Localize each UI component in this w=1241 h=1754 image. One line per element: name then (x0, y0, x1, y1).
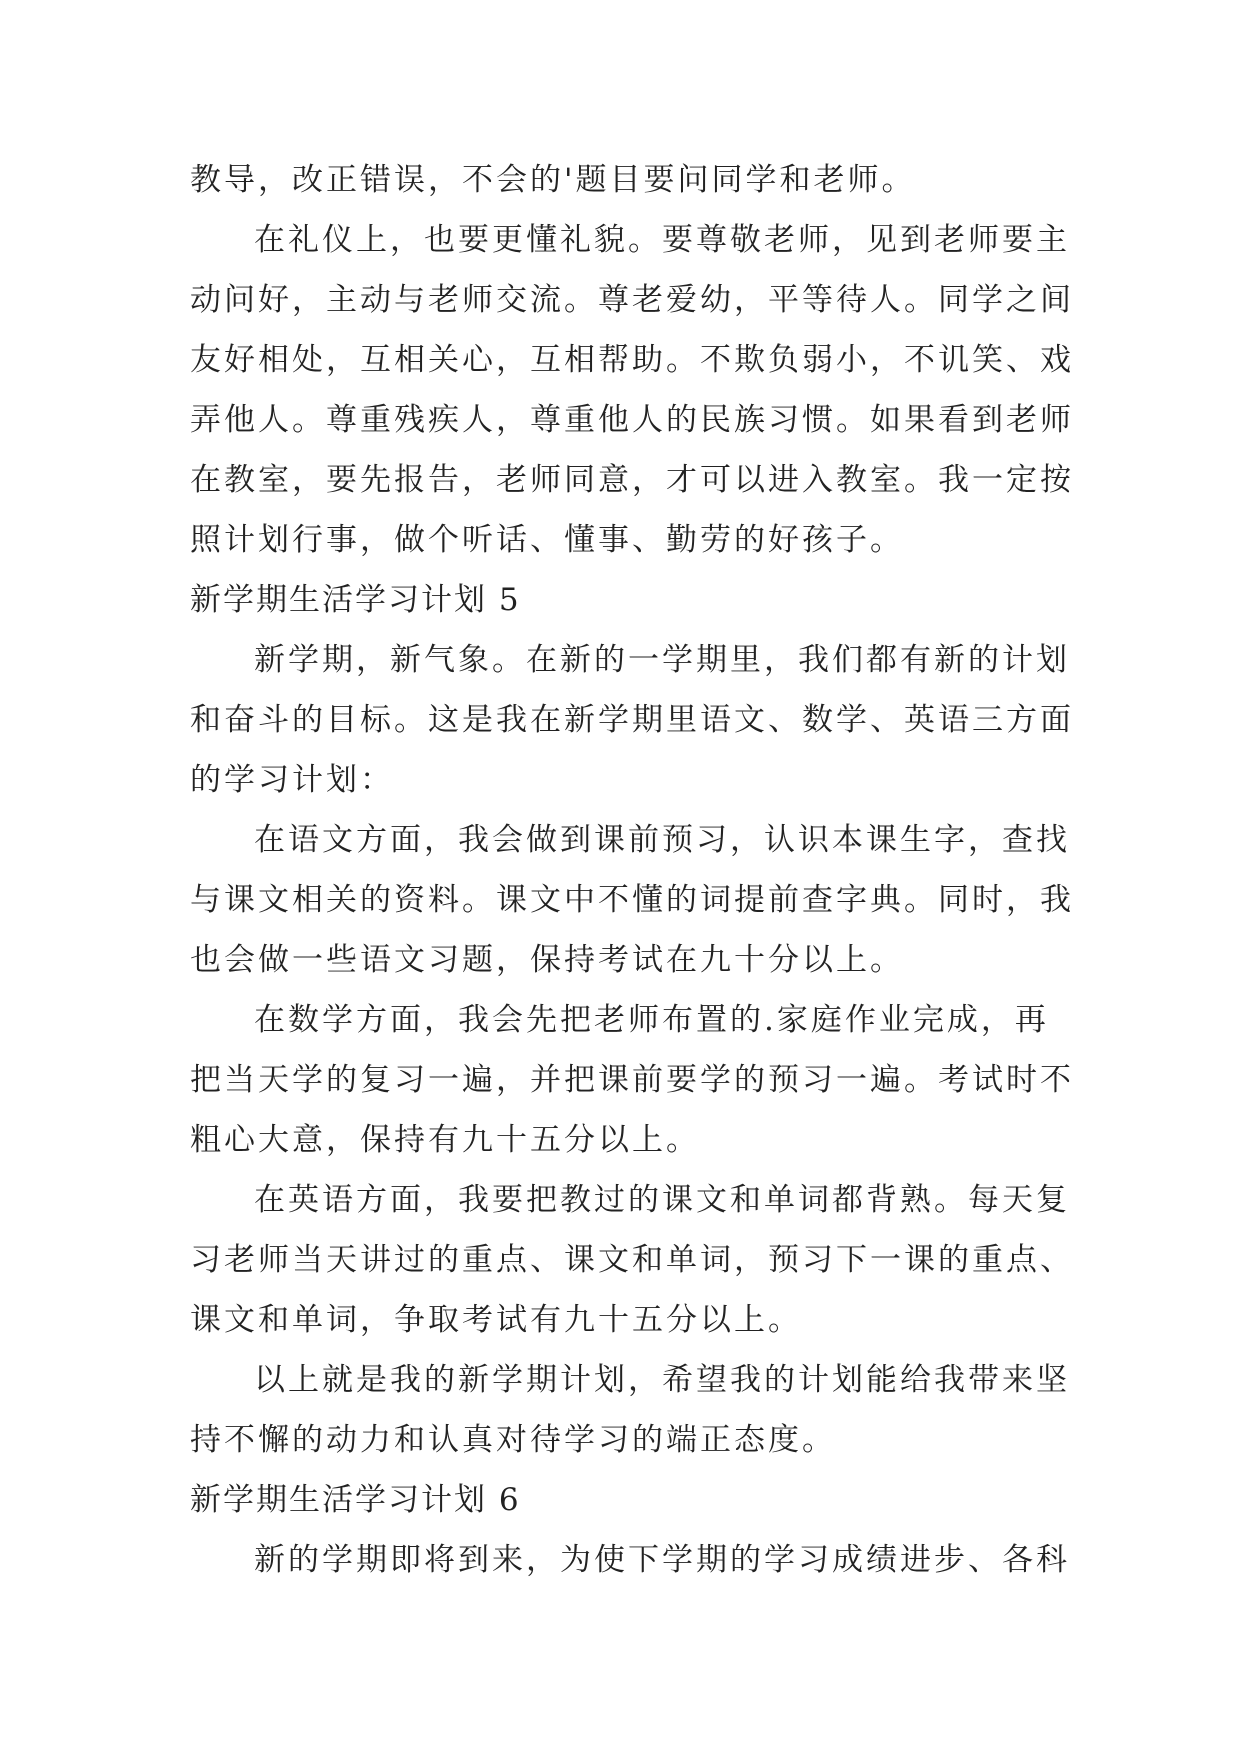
text-line: 在英语方面，我要把教过的课文和单词都背熟。每天复 (254, 1182, 1070, 1218)
text-line: 与课文相关的资料。课文中不懂的词提前查字典。同时，我 (190, 882, 1074, 918)
text-line: 的学习计划： (190, 762, 394, 798)
paragraph (190, 1530, 1090, 1590)
text-line: 也会做一些语文习题，保持考试在九十分以上。 (190, 942, 904, 978)
paragraph (190, 810, 1090, 990)
text-line: 持不懈的动力和认真对待学习的端正态度。 (190, 1422, 836, 1458)
paragraph (190, 1170, 1090, 1350)
text-line: 以上就是我的新学期计划，希望我的计划能给我带来坚 (254, 1362, 1070, 1398)
document-page (190, 150, 1090, 1590)
paragraph (190, 1350, 1090, 1470)
text-line: 和奋斗的目标。这是我在新学期里语文、数学、英语三方面 (190, 702, 1074, 738)
paragraph (190, 990, 1090, 1170)
section-heading: 新学期生活学习计划 5 (190, 582, 521, 618)
text-line: 新学期，新气象。在新的一学期里，我们都有新的计划 (254, 642, 1070, 678)
text-line: 课文和单词，争取考试有九十五分以上。 (190, 1302, 802, 1338)
paragraph (190, 630, 1090, 810)
text-line: 友好相处，互相关心，互相帮助。不欺负弱小，不讥笑、戏 (190, 342, 1074, 378)
text-line: 习老师当天讲过的重点、课文和单词，预习下一课的重点、 (190, 1242, 1074, 1278)
text-line: 在数学方面，我会先把老师布置的.家庭作业完成，再 (254, 1002, 1049, 1038)
paragraph (190, 210, 1090, 570)
paragraph (190, 150, 1090, 210)
text-line: 把当天学的复习一遍，并把课前要学的预习一遍。考试时不 (190, 1062, 1074, 1098)
text-line: 动问好，主动与老师交流。尊老爱幼，平等待人。同学之间 (190, 282, 1074, 318)
section-heading: 新学期生活学习计划 6 (190, 1482, 521, 1518)
text-line: 弄他人。尊重残疾人，尊重他人的民族习惯。如果看到老师 (190, 402, 1074, 438)
text-line: 在语文方面，我会做到课前预习，认识本课生字，查找 (254, 822, 1070, 858)
text-line: 教导，改正错误，不会的'题目要问同学和老师。 (190, 162, 916, 198)
text-line: 粗心大意，保持有九十五分以上。 (190, 1122, 700, 1158)
text-line: 在教室，要先报告，老师同意，才可以进入教室。我一定按 (190, 462, 1074, 498)
text-line: 照计划行事，做个听话、懂事、勤劳的好孩子。 (190, 522, 904, 558)
text-line: 在礼仪上，也要更懂礼貌。要尊敬老师，见到老师要主 (254, 222, 1070, 258)
text-line: 新的学期即将到来，为使下学期的学习成绩进步、各科 (254, 1542, 1070, 1578)
